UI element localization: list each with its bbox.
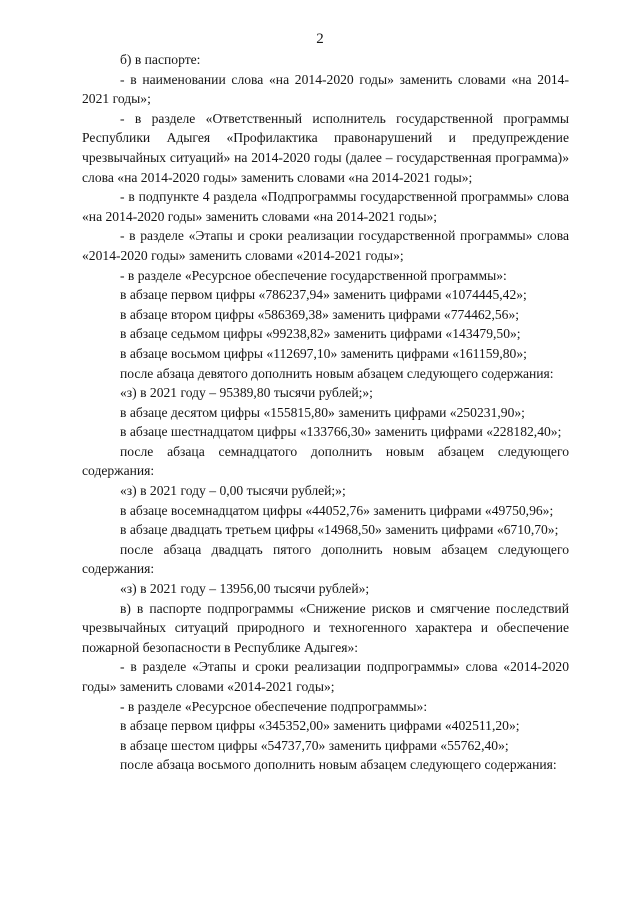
paragraph: - в наименовании слова «на 2014-2020 годы» заменить словами «на 2014-2021 годы»; bbox=[82, 71, 569, 107]
paragraph: в абзаце двадцать третьем цифры «14968,50» заменить цифрами «6710,70»; bbox=[120, 522, 559, 538]
paragraph: в абзаце восьмом цифры «112697,10» заменить цифрами «161159,80»; bbox=[120, 345, 527, 361]
paragraph: в) в паспорте подпрограммы «Снижение рисков и смягчение последствий чрезвычайных ситуаций природного и техногенного характера и обеспечение пожарной безопасности в Республике Адыгея»: bbox=[82, 600, 569, 655]
paragraph: в абзаце седьмом цифры «99238,82» заменить цифрами «143479,50»; bbox=[120, 326, 521, 342]
paragraph: б) в паспорте: bbox=[120, 52, 201, 67]
paragraph: в абзаце восемнадцатом цифры «44052,76» заменить цифрами «49750,96»; bbox=[120, 502, 554, 518]
paragraph: - в разделе «Ответственный исполнитель государственной программы Республики Адыгея «Профилактика правонарушений и предупреждение чрезвычайных ситуаций» на 2014-2020 годы (далее – государственная программа)» слова «на 2014-2020 годы» заменить словами «на 2014-2021 годы»; bbox=[82, 110, 569, 185]
paragraph: после абзаца двадцать пятого дополнить новым абзацем следующего содержания: bbox=[82, 541, 569, 577]
paragraph: «з) в 2021 году – 0,00 тысячи рублей;»; bbox=[120, 483, 346, 499]
paragraph: после абзаца девятого дополнить новым абзацем следующего содержания: bbox=[120, 365, 554, 381]
paragraph: после абзаца восьмого дополнить новым абзацем следующего содержания: bbox=[120, 757, 557, 773]
document-body bbox=[82, 50, 569, 775]
paragraph: в абзаце шестнадцатом цифры «133766,30» заменить цифрами «228182,40»; bbox=[120, 424, 562, 440]
paragraph: «з) в 2021 году – 95389,80 тысячи рублей;»; bbox=[120, 385, 373, 401]
paragraph: - в разделе «Этапы и сроки реализации подпрограммы» слова «2014-2020 годы» заменить словами «2014-2021 годы»; bbox=[82, 659, 569, 694]
paragraph: - в разделе «Ресурсное обеспечение государственной программы»: bbox=[120, 267, 507, 283]
paragraph: «з) в 2021 году – 13956,00 тысячи рублей»; bbox=[120, 581, 370, 597]
paragraph: в абзаце первом цифры «345352,00» заменить цифрами «402511,20»; bbox=[120, 718, 520, 734]
page-number: 2 bbox=[316, 31, 324, 47]
paragraph: в абзаце первом цифры «786237,94» заменить цифрами «1074445,42»; bbox=[120, 287, 527, 303]
paragraph: - в разделе «Этапы и сроки реализации государственной программы» слова «2014-2020 годы» заменить словами «2014-2021 годы»; bbox=[82, 228, 569, 263]
paragraph: в абзаце десятом цифры «155815,80» заменить цифрами «250231,90»; bbox=[120, 404, 525, 420]
paragraph: - в разделе «Ресурсное обеспечение подпрограммы»: bbox=[120, 698, 428, 714]
paragraph: в абзаце шестом цифры «54737,70» заменить цифрами «55762,40»; bbox=[120, 737, 509, 753]
paragraph: - в подпункте 4 раздела «Подпрограммы государственной программы» слова «на 2014-2020 годы» заменить словами «на 2014-2021 годы»; bbox=[82, 189, 569, 224]
paragraph: после абзаца семнадцатого дополнить новым абзацем следующего содержания: bbox=[82, 443, 569, 479]
paragraph: в абзаце втором цифры «586369,38» заменить цифрами «774462,56»; bbox=[120, 306, 520, 322]
